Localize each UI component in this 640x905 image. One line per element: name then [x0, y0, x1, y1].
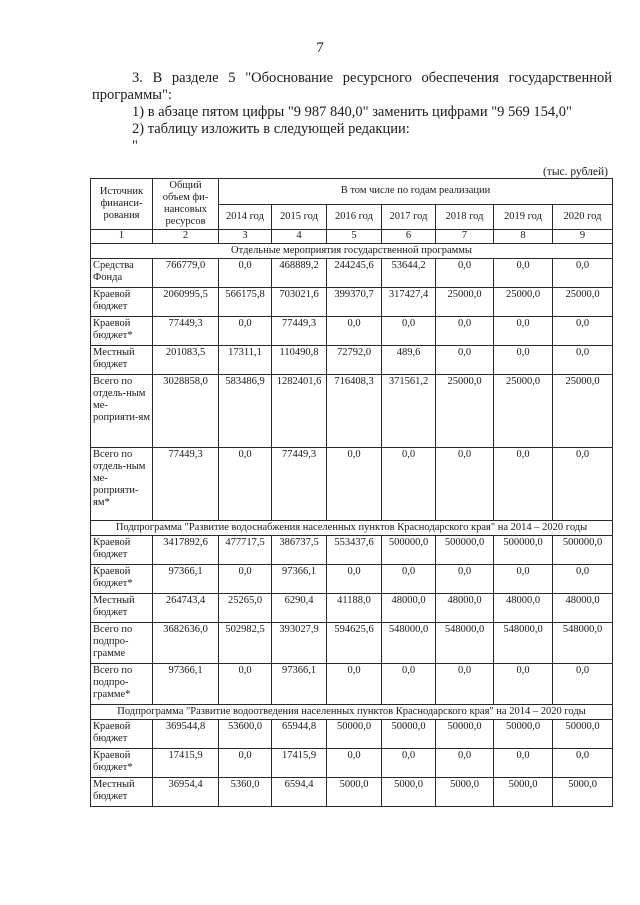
year-value-cell: 5000,0	[436, 778, 494, 807]
year-value-cell: 548000,0	[553, 623, 613, 664]
year-value-cell: 48000,0	[494, 594, 553, 623]
year-value-cell: 0,0	[436, 565, 494, 594]
table-row	[91, 536, 613, 565]
year-value-cell: 48000,0	[382, 594, 436, 623]
year-value-cell: 566175,8	[219, 288, 272, 317]
year-value-cell: 17311,1	[219, 346, 272, 375]
section-title: Подпрограмма "Развитие водоснабжения населенных пунктов Краснодарского края" на 2014 – 2020 годы	[91, 521, 613, 536]
table-row	[91, 317, 613, 346]
amendment-paragraph-3: 2) таблицу изложить в следующей редакции:	[132, 121, 410, 137]
year-value-cell: 0,0	[553, 448, 613, 521]
total-value-cell: 766779,0	[153, 259, 219, 288]
year-value-cell: 0,0	[382, 565, 436, 594]
total-value-cell: 3682636,0	[153, 623, 219, 664]
table-row	[91, 565, 613, 594]
year-value-cell: 0,0	[436, 448, 494, 521]
year-value-cell: 0,0	[553, 749, 613, 778]
year-value-cell: 317427,4	[382, 288, 436, 317]
year-value-cell: 500000,0	[553, 536, 613, 565]
year-value-cell: 0,0	[327, 448, 382, 521]
table-body	[91, 230, 613, 807]
year-value-cell: 0,0	[494, 259, 553, 288]
column-index-cell: 8	[494, 230, 553, 244]
year-value-cell: 97366,1	[272, 565, 327, 594]
year-value-cell: 0,0	[382, 317, 436, 346]
year-value-cell: 25000,0	[553, 375, 613, 448]
table-row	[91, 664, 613, 705]
year-value-cell: 48000,0	[553, 594, 613, 623]
total-value-cell: 201083,5	[153, 346, 219, 375]
year-value-cell: 500000,0	[436, 536, 494, 565]
year-value-cell: 53644,2	[382, 259, 436, 288]
year-value-cell: 65944,8	[272, 720, 327, 749]
total-value-cell: 369544,8	[153, 720, 219, 749]
header-year: 2017 год	[382, 204, 436, 230]
year-value-cell: 0,0	[327, 664, 382, 705]
year-value-cell: 25000,0	[494, 375, 553, 448]
column-index-row	[91, 230, 613, 244]
year-value-cell: 0,0	[436, 346, 494, 375]
header-year: 2020 год	[553, 204, 613, 230]
header-by-years: В том числе по годам реализации	[219, 179, 613, 205]
total-value-cell: 3417892,6	[153, 536, 219, 565]
column-index-cell: 2	[153, 230, 219, 244]
year-value-cell: 5000,0	[327, 778, 382, 807]
year-value-cell: 0,0	[219, 259, 272, 288]
table-row	[91, 594, 613, 623]
year-value-cell: 371561,2	[382, 375, 436, 448]
year-value-cell: 5000,0	[553, 778, 613, 807]
total-value-cell: 17415,9	[153, 749, 219, 778]
year-value-cell: 0,0	[219, 448, 272, 521]
year-value-cell: 48000,0	[436, 594, 494, 623]
column-index-cell: 1	[91, 230, 153, 244]
funding-source-cell: Краевой бюджет*	[91, 317, 153, 346]
year-value-cell: 703021,6	[272, 288, 327, 317]
column-index-cell: 6	[382, 230, 436, 244]
year-value-cell: 25000,0	[553, 288, 613, 317]
header-year: 2015 год	[272, 204, 327, 230]
header-source: Источник финанси-рования	[91, 179, 153, 230]
year-value-cell: 502982,5	[219, 623, 272, 664]
year-value-cell: 0,0	[494, 346, 553, 375]
amendment-paragraph-1: 3. В разделе 5 "Обоснование ресурсного обеспечения государственной программы":	[92, 70, 612, 103]
year-value-cell: 0,0	[553, 346, 613, 375]
year-value-cell: 553437,6	[327, 536, 382, 565]
funding-source-cell: Всего по подпро-грамме*	[91, 664, 153, 705]
year-value-cell: 5000,0	[382, 778, 436, 807]
year-value-cell: 0,0	[436, 664, 494, 705]
year-value-cell: 5000,0	[494, 778, 553, 807]
page-number: 7	[316, 40, 324, 56]
year-value-cell: 0,0	[553, 565, 613, 594]
total-value-cell: 3028858,0	[153, 375, 219, 448]
year-value-cell: 594625,6	[327, 623, 382, 664]
header-year: 2018 год	[436, 204, 494, 230]
year-value-cell: 50000,0	[327, 720, 382, 749]
year-value-cell: 548000,0	[382, 623, 436, 664]
year-value-cell: 0,0	[327, 565, 382, 594]
section-header-row	[91, 705, 613, 720]
year-value-cell: 50000,0	[436, 720, 494, 749]
column-index-cell: 4	[272, 230, 327, 244]
total-value-cell: 97366,1	[153, 664, 219, 705]
year-value-cell: 0,0	[382, 448, 436, 521]
opening-quote: "	[132, 138, 138, 154]
header-row-1	[91, 179, 613, 205]
year-value-cell: 25265,0	[219, 594, 272, 623]
year-value-cell: 500000,0	[382, 536, 436, 565]
year-value-cell: 716408,3	[327, 375, 382, 448]
table-row	[91, 749, 613, 778]
funding-source-cell: Всего по отдель-ным ме-роприяти-ям	[91, 375, 153, 448]
year-value-cell: 0,0	[382, 664, 436, 705]
amendment-paragraph-2: 1) в абзаце пятом цифры "9 987 840,0" заменить цифрами "9 569 154,0"	[132, 104, 572, 120]
funding-source-cell: Краевой бюджет*	[91, 565, 153, 594]
year-value-cell: 97366,1	[272, 664, 327, 705]
funding-source-cell: Краевой бюджет	[91, 536, 153, 565]
year-value-cell: 468889,2	[272, 259, 327, 288]
header-total: Общий объем фи-нансовых ресурсов	[153, 179, 219, 230]
year-value-cell: 0,0	[219, 565, 272, 594]
funding-source-cell: Местный бюджет	[91, 594, 153, 623]
table-row	[91, 623, 613, 664]
year-value-cell: 50000,0	[494, 720, 553, 749]
year-value-cell: 25000,0	[436, 375, 494, 448]
year-value-cell: 0,0	[553, 664, 613, 705]
year-value-cell: 77449,3	[272, 317, 327, 346]
year-value-cell: 6594,4	[272, 778, 327, 807]
year-value-cell: 0,0	[219, 749, 272, 778]
table-row	[91, 346, 613, 375]
unit-note: (тыс. рублей)	[542, 166, 608, 178]
funding-source-cell: Краевой бюджет*	[91, 749, 153, 778]
total-value-cell: 264743,4	[153, 594, 219, 623]
column-index-cell: 7	[436, 230, 494, 244]
year-value-cell: 1282401,6	[272, 375, 327, 448]
year-value-cell: 393027,9	[272, 623, 327, 664]
year-value-cell: 0,0	[494, 749, 553, 778]
year-value-cell: 77449,3	[272, 448, 327, 521]
funding-source-cell: Всего по отдель-ным ме-роприяти-ям*	[91, 448, 153, 521]
funding-table	[90, 178, 613, 807]
table-row	[91, 778, 613, 807]
year-value-cell: 548000,0	[436, 623, 494, 664]
amendment-text	[92, 70, 612, 152]
section-header-row	[91, 521, 613, 536]
header-year: 2019 год	[494, 204, 553, 230]
table-row	[91, 259, 613, 288]
total-value-cell: 77449,3	[153, 317, 219, 346]
year-value-cell: 477717,5	[219, 536, 272, 565]
total-value-cell: 97366,1	[153, 565, 219, 594]
year-value-cell: 0,0	[494, 664, 553, 705]
section-title: Подпрограмма "Развитие водоотведения населенных пунктов Краснодарского края" на 2014 – 2020 годы	[91, 705, 613, 720]
year-value-cell: 0,0	[436, 749, 494, 778]
year-value-cell: 0,0	[327, 317, 382, 346]
table-row	[91, 375, 613, 448]
year-value-cell: 0,0	[382, 749, 436, 778]
section-title: Отдельные мероприятия государственной программы	[91, 244, 613, 259]
year-value-cell: 399370,7	[327, 288, 382, 317]
year-value-cell: 0,0	[553, 259, 613, 288]
column-index-cell: 3	[219, 230, 272, 244]
year-value-cell: 0,0	[327, 749, 382, 778]
year-value-cell: 583486,9	[219, 375, 272, 448]
year-value-cell: 0,0	[436, 317, 494, 346]
funding-source-cell: Местный бюджет	[91, 346, 153, 375]
year-value-cell: 6290,4	[272, 594, 327, 623]
year-value-cell: 17415,9	[272, 749, 327, 778]
total-value-cell: 36954,4	[153, 778, 219, 807]
table-row	[91, 288, 613, 317]
year-value-cell: 548000,0	[494, 623, 553, 664]
funding-source-cell: Местный бюджет	[91, 778, 153, 807]
total-value-cell: 2060995,5	[153, 288, 219, 317]
year-value-cell: 50000,0	[553, 720, 613, 749]
year-value-cell: 41188,0	[327, 594, 382, 623]
year-value-cell: 25000,0	[494, 288, 553, 317]
funding-source-cell: Краевой бюджет	[91, 288, 153, 317]
year-value-cell: 244245,6	[327, 259, 382, 288]
year-value-cell: 0,0	[219, 317, 272, 346]
year-value-cell: 0,0	[553, 317, 613, 346]
header-year: 2014 год	[219, 204, 272, 230]
year-value-cell: 110490,8	[272, 346, 327, 375]
year-value-cell: 0,0	[494, 317, 553, 346]
column-index-cell: 9	[553, 230, 613, 244]
year-value-cell: 489,6	[382, 346, 436, 375]
year-value-cell: 0,0	[494, 565, 553, 594]
year-value-cell: 25000,0	[436, 288, 494, 317]
total-value-cell: 77449,3	[153, 448, 219, 521]
funding-source-cell: Краевой бюджет	[91, 720, 153, 749]
header-year: 2016 год	[327, 204, 382, 230]
year-value-cell: 53600,0	[219, 720, 272, 749]
section-header-row	[91, 244, 613, 259]
funding-source-cell: Средства Фонда	[91, 259, 153, 288]
year-value-cell: 500000,0	[494, 536, 553, 565]
column-index-cell: 5	[327, 230, 382, 244]
year-value-cell: 72792,0	[327, 346, 382, 375]
year-value-cell: 0,0	[219, 664, 272, 705]
year-value-cell: 50000,0	[382, 720, 436, 749]
year-value-cell: 0,0	[436, 259, 494, 288]
year-value-cell: 386737,5	[272, 536, 327, 565]
year-value-cell: 5360,0	[219, 778, 272, 807]
funding-source-cell: Всего по подпро-грамме	[91, 623, 153, 664]
table-row	[91, 720, 613, 749]
table-row	[91, 448, 613, 521]
year-value-cell: 0,0	[494, 448, 553, 521]
